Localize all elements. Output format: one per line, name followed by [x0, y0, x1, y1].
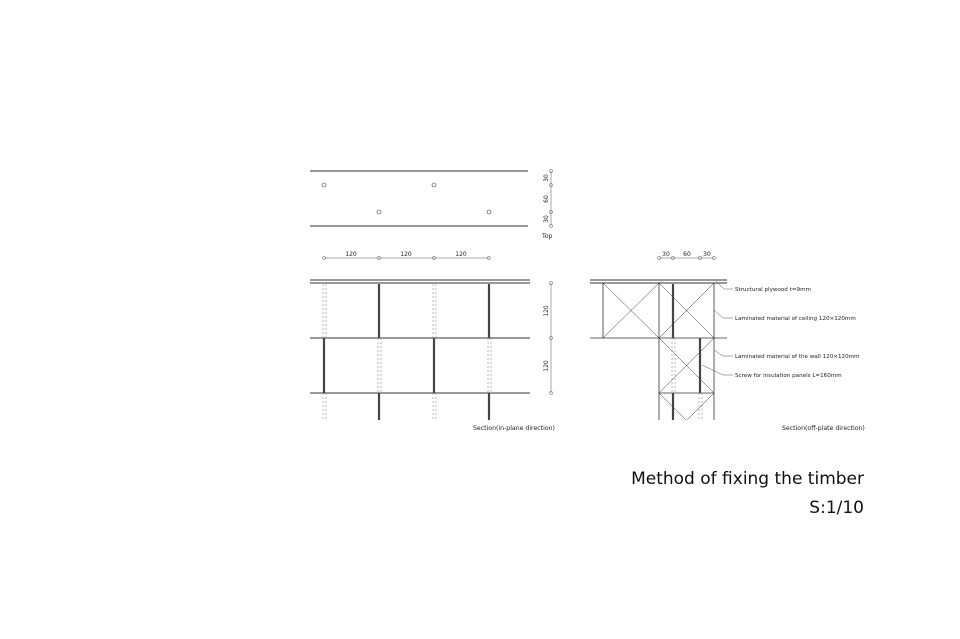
in-plane-dim-1: 120 — [345, 251, 357, 258]
in-plane-section — [310, 280, 530, 420]
note-ceiling-member: Laminated material of ceiling 120×120mm — [735, 316, 856, 322]
in-plane-side-dim-2: 120 — [543, 360, 550, 372]
off-plate-leader-lines — [702, 281, 733, 375]
note-structural-plywood: Structural plywood t=9mm — [735, 287, 811, 293]
drawing-title: Method of fixing the timber — [631, 469, 864, 489]
off-plate-caption: Section(off-plate direction) — [782, 425, 865, 432]
top-plan-view — [310, 171, 528, 226]
top-dim-2: 60 — [543, 195, 550, 203]
in-plane-caption: Section(in-plane direction) — [473, 425, 555, 432]
off-plate-section — [590, 280, 727, 420]
in-plane-side-dim-1: 120 — [543, 305, 550, 317]
in-plane-side-dimension-line — [549, 281, 552, 394]
note-insulation-screw: Screw for insulation panels L=160mm — [735, 373, 842, 379]
drawing-scale: S:1/10 — [809, 498, 864, 518]
top-dim-3: 30 — [543, 215, 550, 223]
top-plan-caption: Top — [542, 233, 553, 240]
in-plane-dim-3: 120 — [455, 251, 467, 258]
top-dim-1: 30 — [543, 174, 550, 182]
in-plane-dim-2: 120 — [400, 251, 412, 258]
note-wall-member: Laminated material of the wall 120×120mm — [735, 354, 860, 360]
off-plate-dim-2: 60 — [683, 251, 691, 258]
off-plate-dim-1: 30 — [662, 251, 670, 258]
off-plate-dim-3: 30 — [703, 251, 711, 258]
